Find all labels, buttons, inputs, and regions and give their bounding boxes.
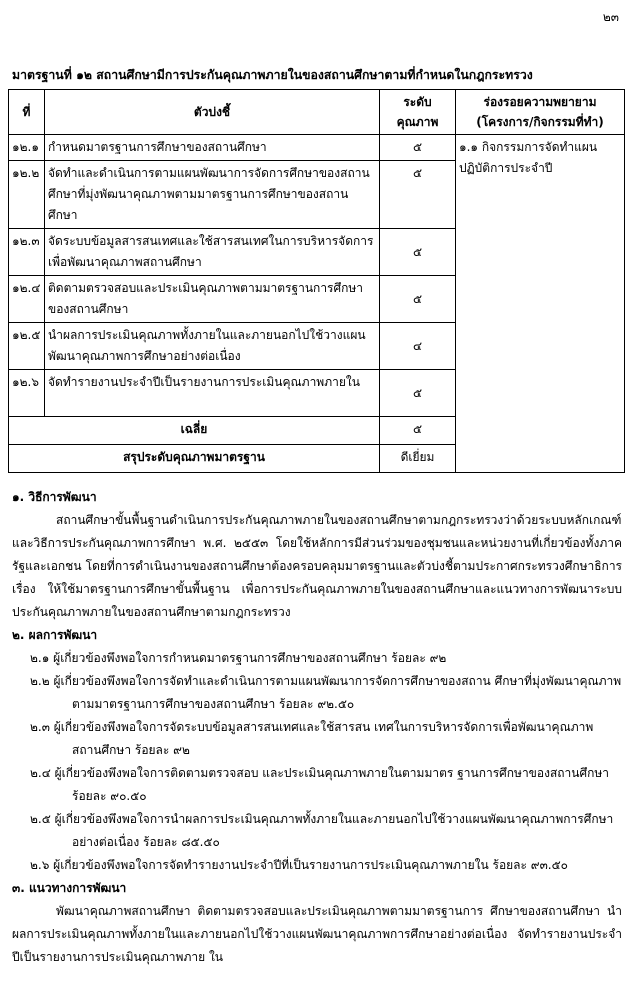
row-level: ๕ [380, 370, 456, 417]
header-level [380, 90, 456, 135]
result-item: ๒.๑ ผู้เกี่ยวข้องพึงพอใจการกำหนดมาตรฐานการศึกษาของสถานศึกษา ร้อยละ ๙๒ [30, 651, 447, 665]
row-indicator: กำหนดมาตรฐานการศึกษาของสถานศึกษา [45, 135, 380, 161]
summary-value: ดีเยี่ยม [380, 445, 456, 473]
row-number: ๑๒.๒ [9, 161, 45, 229]
row-number: ๑๒.๕ [9, 323, 45, 370]
approach-heading: ๓. แนวทางการพัฒนา [12, 881, 127, 895]
result-item: ๒.๔ ผู้เกี่ยวข้องพึงพอใจการติดตามตรวจสอบ และประเมินคุณภาพภายในตามมาตร ฐานการศึกษาของสถานศึกษา ร้อยละ ๙๐.๕๐ [30, 766, 610, 803]
result-item: ๒.๖ ผู้เกี่ยวข้องพึงพอใจการจัดทำรายงานประจำปีที่เป็นรายงานการประเมินคุณภาพภายใน ร้อยละ ๙๓.๕๐ [30, 858, 569, 872]
average-value: ๕ [380, 417, 456, 445]
header-indicator: ตัวบ่งชี้ [45, 90, 380, 135]
result-item: ๒.๒ ผู้เกี่ยวข้องพึงพอใจการจัดทำและดำเนินการตามแผนพัฒนาการจัดการศึกษาของสถาน ศึกษาที่มุ่งพัฒนาคุณภาพตามมาตรฐานการศึกษาของสถานศึกษา ร้อยละ ๙๒.๕๐ [30, 674, 622, 711]
row-number: ๑๒.๖ [9, 370, 45, 417]
activity-cell: ๑.๑ กิจกรรมการจัดทำแผนปฏิบัติการประจำปี [456, 135, 625, 473]
result-item: ๒.๕ ผู้เกี่ยวข้องพึงพอใจการนำผลการประเมินคุณภาพทั้งภายในและภายนอกไปใช้วางแผนพัฒนาคุณภาพการศึกษาอย่างต่อเนื่อง ร้อยละ ๘๕.๕๐ [30, 812, 614, 849]
row-number: ๑๒.๓ [9, 229, 45, 276]
standard-table [8, 89, 625, 473]
row-indicator: ติดตามตรวจสอบและประเมินคุณภาพตามมาตรฐานการศึกษาของสถานศึกษา [45, 276, 380, 323]
row-level: ๕ [380, 229, 456, 276]
header-no: ที่ [9, 90, 45, 135]
row-indicator: จัดระบบข้อมูลสารสนเทศและใช้สารสนเทศในการบริหารจัดการเพื่อพัฒนาคุณภาพสถานศึกษา [45, 229, 380, 276]
header-level-line1: ระดับ [403, 95, 432, 109]
header-level-line2: คุณภาพ [396, 115, 439, 129]
standard-title: มาตรฐานที่ ๑๒ สถานศึกษามีการประกันคุณภาพภายในของสถานศึกษาตามที่กำหนดในกฎกระทรวง [12, 68, 533, 82]
table-row [9, 135, 625, 161]
row-level: ๕ [380, 161, 456, 229]
approach-paragraph: พัฒนาคุณภาพสถานศึกษา ติดตามตรวจสอบและประเมินคุณภาพตามมาตรฐานการ ศึกษาของสถานศึกษา นำผลการประเมินคุณภาพทั้งภายในและภายนอกไปใช้วางแผนพัฒนาคุณภาพการศึกษาอย่างต่อเนื่อง จัดทำรายงานประจำปีเป็นรายงานการประเมินคุณภาพภาย ใน [12, 904, 622, 964]
average-label: เฉลี่ย [9, 417, 380, 445]
method-paragraph: สถานศึกษาขั้นพื้นฐานดำเนินการประกันคุณภาพภายในของสถานศึกษาตามกฎกระทรวงว่าด้วยระบบหลักเกณฑ์ และวิธีการประกันคุณภาพการศึกษา พ.ศ. ๒๕๕๓ โดยใช้หลักการมีส่วนร่วมของชุมชนและหน่วยงานที่เกี่ยวข้องทั้งภาครัฐและเอกชน โดยที่การดำเนินงานของสถานศึกษาต้องครอบคลุมมาตรฐานและตัวบ่งชี้ตามประกาศกระทรวงศึกษาธิการเรื่อง ให้ใช้มาตรฐานการศึกษาขั้นพื้นฐาน เพื่อการประกันคุณภาพภายในของสถานศึกษาและแนวทางการพัฒนาระบบประกันคุณภาพภายในของสถานศึกษาตามกฎกระทรวง [12, 513, 622, 619]
row-number: ๑๒.๔ [9, 276, 45, 323]
result-item: ๒.๓ ผู้เกี่ยวข้องพึงพอใจการจัดระบบข้อมูลสารสนเทศและใช้สารสน เทศในการบริหารจัดการเพื่อพัฒนาคุณภาพสถานศึกษา ร้อยละ ๙๒ [30, 720, 594, 757]
row-number: ๑๒.๑ [9, 135, 45, 161]
row-indicator: จัดทำรายงานประจำปีเป็นรายงานการประเมินคุณภาพภายใน [45, 370, 380, 417]
row-level: ๕ [380, 135, 456, 161]
table-header-row [9, 90, 625, 135]
development-sections [12, 486, 622, 969]
method-heading: ๑. วิธีการพัฒนา [12, 490, 97, 504]
summary-label: สรุประดับคุณภาพมาตรฐาน [9, 445, 380, 473]
row-indicator: จัดทำและดำเนินการตามแผนพัฒนาการจัดการศึกษาของสถานศึกษาที่มุ่งพัฒนาคุณภาพตามมาตรฐานการศึกษาของสถานศึกษา [45, 161, 380, 229]
row-level: ๔ [380, 323, 456, 370]
row-indicator: นำผลการประเมินคุณภาพทั้งภายในและภายนอกไปใช้วางแผนพัฒนาคุณภาพการศึกษาอย่างต่อเนื่อง [45, 323, 380, 370]
header-trace [456, 90, 625, 135]
page-number: ๒๓ [602, 10, 619, 24]
header-trace-line2: (โครงการ/กิจกรรมที่ทำ) [476, 115, 604, 129]
results-heading: ๒. ผลการพัฒนา [12, 628, 98, 642]
row-level: ๕ [380, 276, 456, 323]
header-trace-line1: ร่องรอยความพยายาม [483, 95, 597, 109]
